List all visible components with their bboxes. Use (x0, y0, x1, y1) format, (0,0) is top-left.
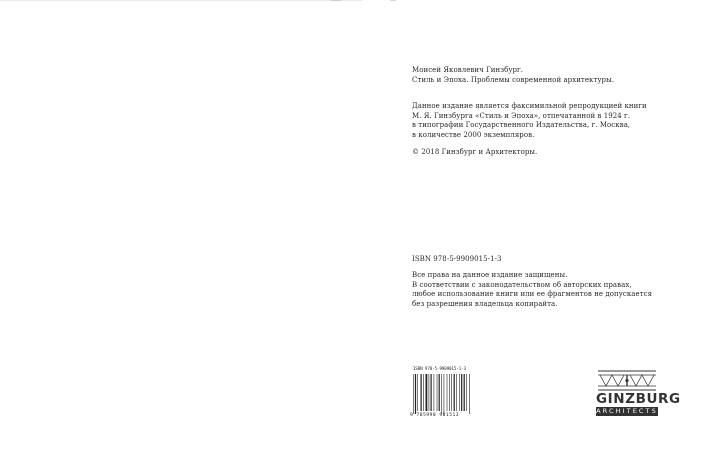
ginzburg-architects-logo (596, 369, 681, 421)
barcode-bar (434, 374, 435, 411)
barcode-bar (444, 374, 445, 414)
edition-note-block (412, 102, 647, 140)
barcode-bar (439, 374, 440, 411)
barcode-bar (459, 374, 460, 411)
barcode-bar (413, 374, 414, 414)
barcode-bar (466, 374, 467, 411)
barcode-bar (426, 374, 428, 411)
barcode-bar (423, 374, 424, 411)
isbn-barcode (410, 366, 476, 426)
author-line: Моисей Яковлевич Гинзбург. (412, 66, 524, 74)
barcode-bar (464, 374, 465, 411)
rights-line: без разрешения владельца копирайта. (412, 299, 558, 308)
rights-line: любое использование книги или ее фрагментов не допускается (412, 290, 653, 299)
rights-line: В соответствии с законодательством об авторских правах, (412, 280, 632, 289)
edition-note-line: М. Я. Гинзбурга «Стиль и Эпоха», отпечатанной в 1924 г. (412, 111, 631, 120)
barcode-bar (454, 374, 455, 411)
logo-subtitle: ARCHITECTS (596, 407, 658, 415)
author-title-block (412, 66, 614, 85)
isbn-line: ISBN 978-5-9909015-1-3 (412, 255, 502, 263)
barcode-bar (429, 374, 430, 411)
copyright-line: © 2018 Гинзбург и Архитекторы. (412, 148, 538, 156)
barcode-bars (410, 374, 476, 414)
top-crop-mark-2 (390, 0, 396, 1)
barcode-bar (447, 374, 448, 411)
barcode-bar (461, 374, 462, 411)
barcode-bar (431, 374, 432, 411)
barcode-bar (421, 374, 422, 411)
barcode-bar (437, 374, 438, 411)
barcode-bar (415, 374, 416, 414)
top-crop-mark (331, 0, 341, 1)
barcode-bar (449, 374, 450, 411)
barcode-bar (451, 374, 452, 411)
barcode-bar (441, 374, 442, 414)
edition-note-line: в типографии Государственного Издательства, г. Москва, (412, 121, 631, 130)
logo-wordmark: GINZBURG (596, 391, 681, 407)
logo-truss-icon (596, 369, 658, 391)
barcode-bar (469, 374, 470, 414)
edition-note-line: Данное издание является факсимильной репродукцией книги (412, 102, 647, 110)
book-title-line: Стиль и Эпоха. Проблемы современной архитектуры. (412, 75, 614, 84)
rights-line: Все права на данное издание защищены. (412, 271, 568, 279)
edition-note-line: в количестве 2000 экземпляров. (412, 130, 535, 139)
rights-block (412, 271, 652, 309)
barcode-bar (456, 374, 457, 411)
barcode-bar (417, 374, 418, 411)
barcode-isbn-label: ISBN 978-5-9909015-1-3 (413, 366, 466, 371)
barcode-digits: 9 785990 901513 (410, 413, 459, 418)
top-divider-line (0, 0, 362, 1)
